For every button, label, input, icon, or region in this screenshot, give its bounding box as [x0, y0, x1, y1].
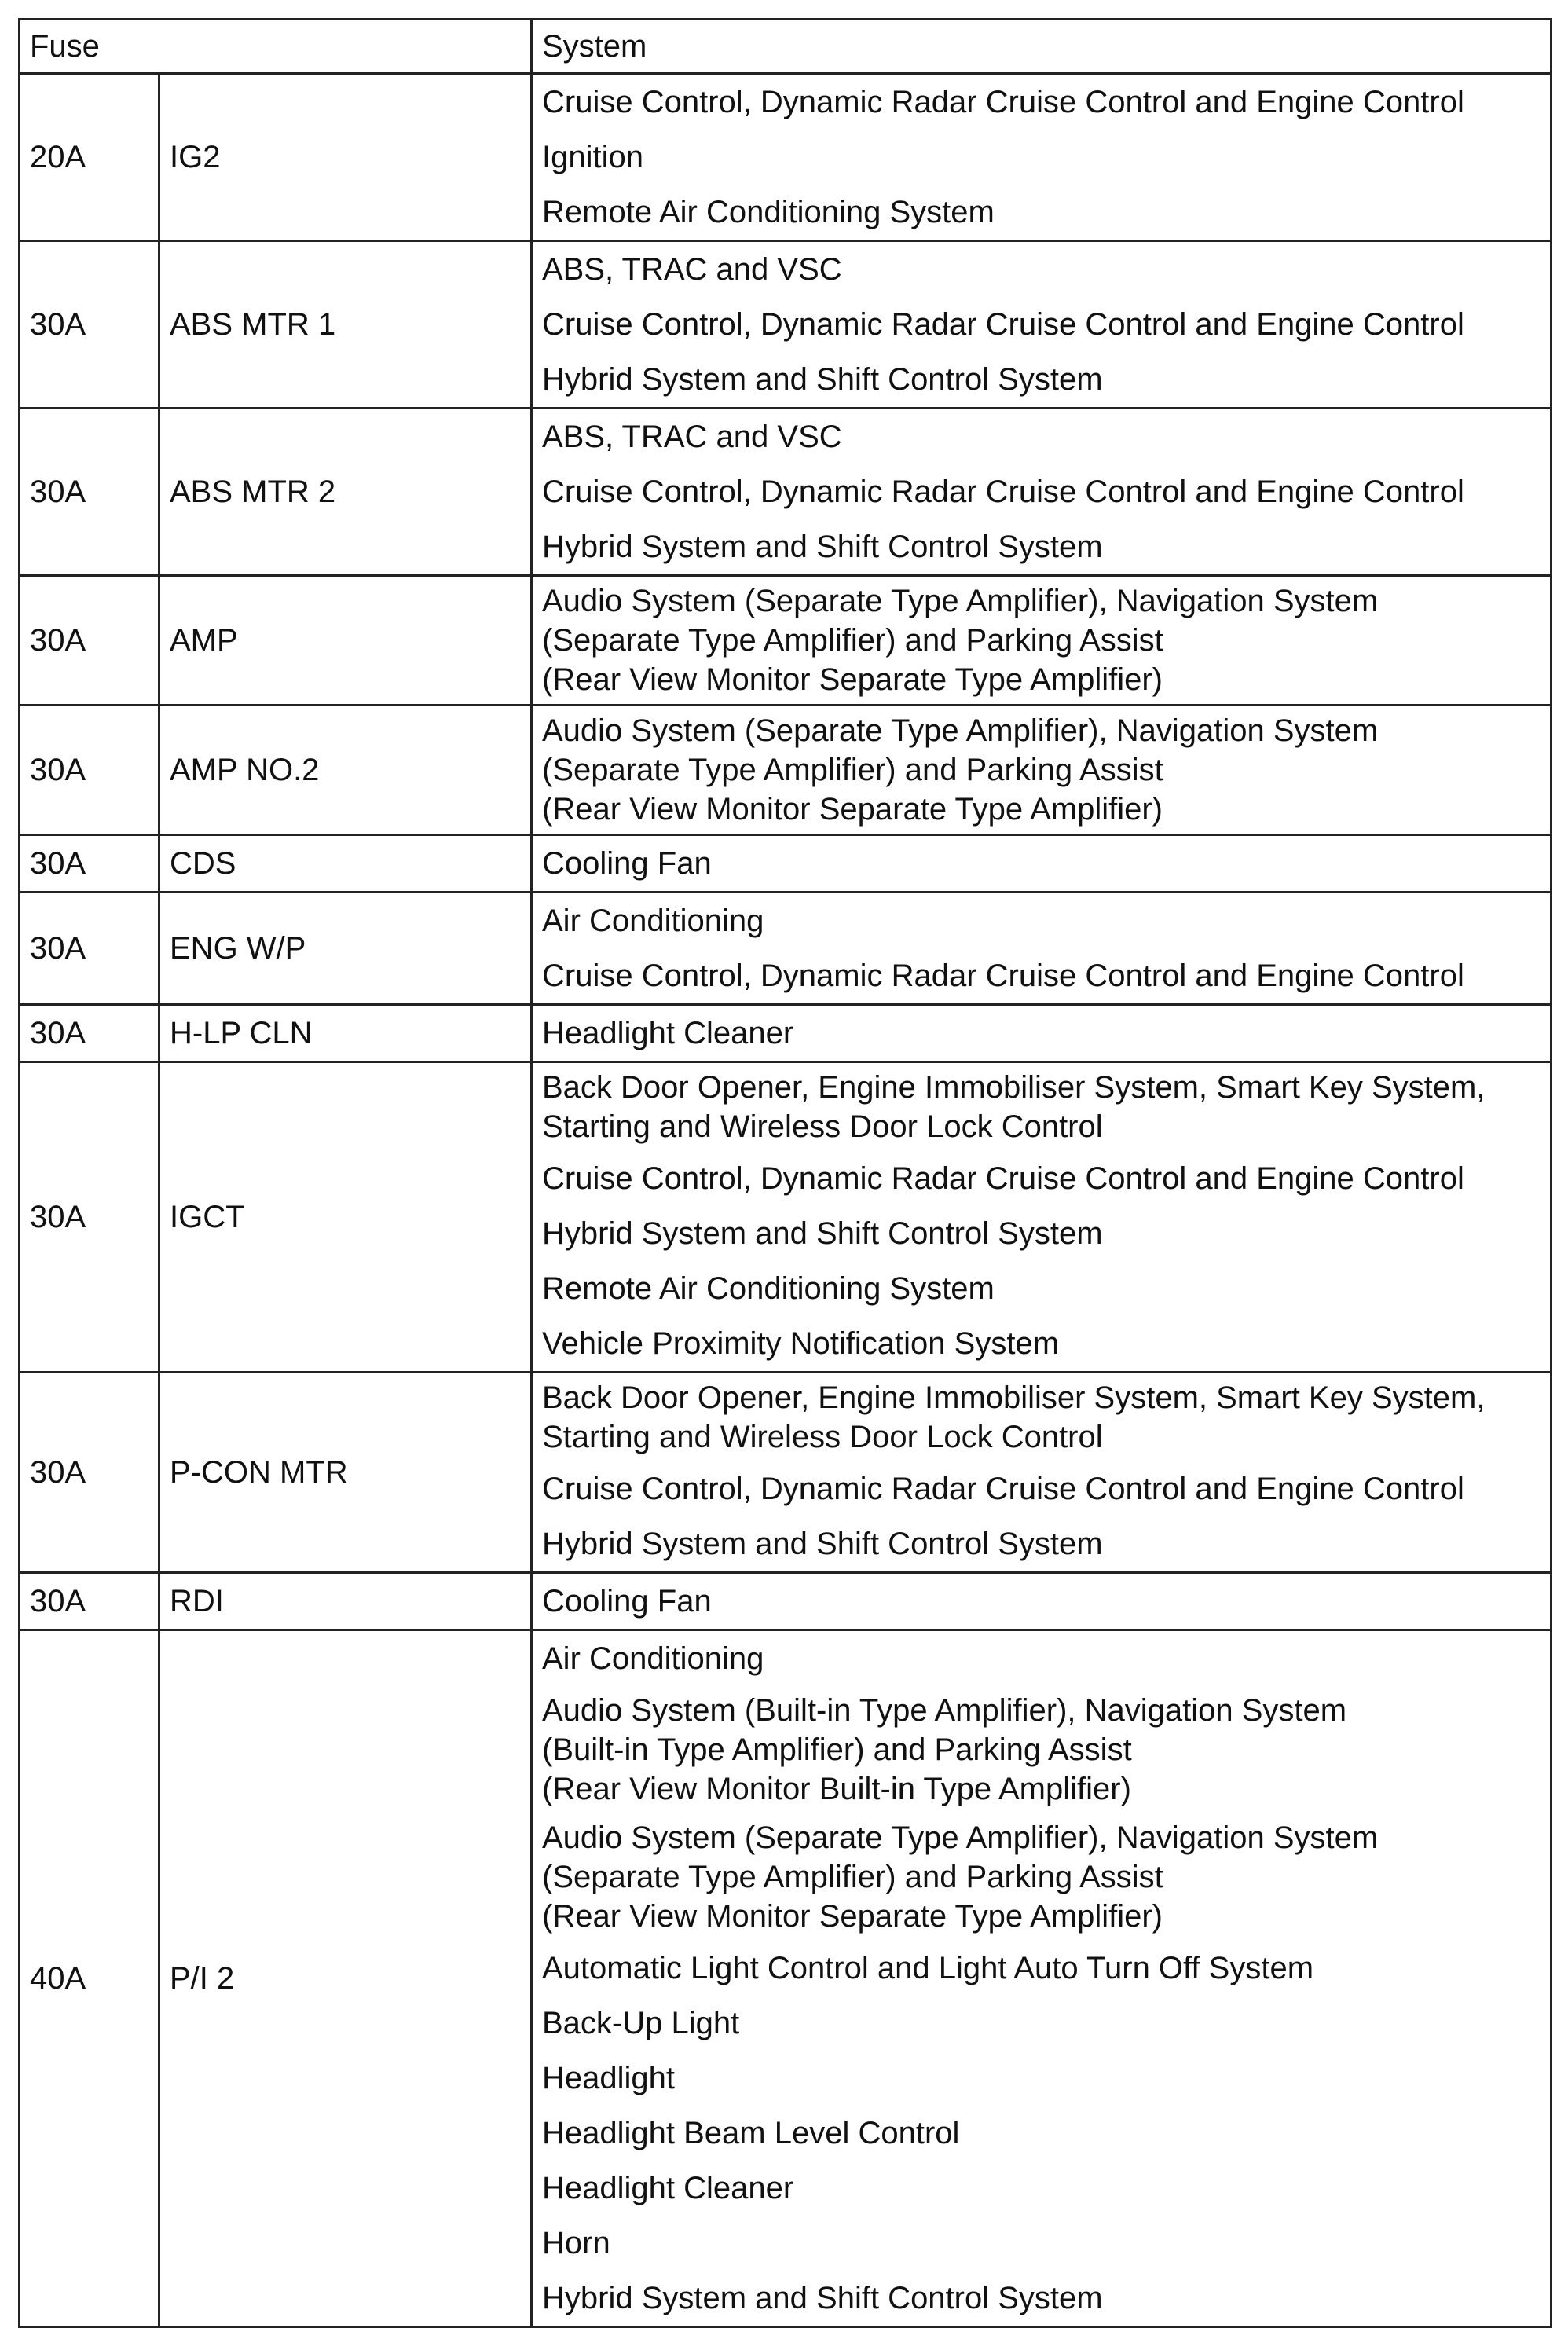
fuse-amperage: 30A	[20, 706, 159, 835]
fuse-amperage: 20A	[20, 74, 159, 241]
system-entry: Cooling Fan	[542, 846, 712, 881]
system-entry: Air Conditioning	[542, 904, 764, 938]
system-list	[532, 835, 1552, 893]
system-entry: Headlight Cleaner	[542, 2171, 794, 2205]
fuse-name: AMP	[159, 576, 532, 706]
table-row	[20, 706, 1552, 835]
fuse-name: P/I 2	[159, 1630, 532, 2327]
table-row	[20, 74, 1552, 241]
system-list	[532, 1005, 1552, 1062]
fuse-name: CDS	[159, 835, 532, 893]
system-list	[532, 1630, 1552, 2327]
system-entry: Remote Air Conditioning System	[542, 195, 995, 229]
system-entry: Hybrid System and Shift Control System	[542, 362, 1103, 397]
fuse-amperage: 30A	[20, 576, 159, 706]
fuse-name: ABS MTR 1	[159, 241, 532, 409]
system-entry: Automatic Light Control and Light Auto Turn Off System	[542, 1951, 1314, 1985]
system-entry: Headlight Beam Level Control	[542, 2116, 960, 2150]
system-entry: ABS, TRAC and VSC	[542, 420, 842, 454]
system-list	[532, 1573, 1552, 1630]
system-entry: Headlight	[542, 2061, 676, 2095]
system-list	[532, 1062, 1552, 1373]
table-row	[20, 835, 1552, 893]
system-entry: Cooling Fan	[542, 1584, 712, 1619]
fuse-amperage: 30A	[20, 241, 159, 409]
system-column-header: System	[532, 20, 1552, 74]
system-entry: Horn	[542, 2226, 610, 2260]
fuse-amperage: 30A	[20, 1062, 159, 1373]
table-body	[20, 74, 1552, 2327]
table-row	[20, 1630, 1552, 2327]
table-row	[20, 1373, 1552, 1573]
fuse-name: H-LP CLN	[159, 1005, 532, 1062]
fuse-amperage: 30A	[20, 409, 159, 576]
system-list	[532, 576, 1552, 706]
fuse-amperage: 30A	[20, 1005, 159, 1062]
fuse-name: ENG W/P	[159, 893, 532, 1005]
fuse-name: RDI	[159, 1573, 532, 1630]
system-entry: Back-Up Light	[542, 2006, 740, 2040]
system-list	[532, 409, 1552, 576]
system-entry: Cruise Control, Dynamic Radar Cruise Control and Engine Control	[542, 307, 1464, 342]
fuse-name: ABS MTR 2	[159, 409, 532, 576]
system-list	[532, 74, 1552, 241]
system-entry: Hybrid System and Shift Control System	[542, 1527, 1103, 1561]
system-entry: Audio System (Separate Type Amplifier), Navigation System (Separate Type Amplifier) and Parking Assist (Rear View Monitor Separate Type Amplifier)	[542, 584, 1379, 697]
system-entry: Remote Air Conditioning System	[542, 1271, 995, 1306]
system-entry: Audio System (Separate Type Amplifier), Navigation System (Separate Type Amplifier) and Parking Assist (Rear View Monitor Separate Type Amplifier)	[542, 713, 1379, 827]
system-entry: Audio System (Separate Type Amplifier), Navigation System (Separate Type Amplifier) and Parking Assist (Rear View Monitor Separate Type Amplifier)	[542, 1820, 1379, 1934]
fuse-table	[18, 18, 1552, 2328]
table-row	[20, 409, 1552, 576]
system-entry: Cruise Control, Dynamic Radar Cruise Control and Engine Control	[542, 1472, 1464, 1506]
fuse-column-header: Fuse	[20, 20, 532, 74]
system-entry: ABS, TRAC and VSC	[542, 252, 842, 287]
fuse-amperage: 30A	[20, 893, 159, 1005]
table-row	[20, 241, 1552, 409]
system-list	[532, 893, 1552, 1005]
fuse-amperage: 30A	[20, 1373, 159, 1573]
system-entry: Headlight Cleaner	[542, 1016, 794, 1050]
system-list	[532, 241, 1552, 409]
fuse-name: AMP NO.2	[159, 706, 532, 835]
system-entry: Back Door Opener, Engine Immobiliser System, Smart Key System, Starting and Wireless Door Lock Control	[542, 1380, 1486, 1454]
system-list	[532, 706, 1552, 835]
system-entry: Hybrid System and Shift Control System	[542, 530, 1103, 564]
system-entry: Air Conditioning	[542, 1641, 764, 1676]
system-entry: Hybrid System and Shift Control System	[542, 1216, 1103, 1251]
system-entry: Hybrid System and Shift Control System	[542, 2281, 1103, 2315]
system-entry: Audio System (Built-in Type Amplifier), Navigation System (Built-in Type Amplifier) and Parking Assist (Rear View Monitor Built-in Type Amplifier)	[542, 1693, 1347, 1806]
system-entry: Cruise Control, Dynamic Radar Cruise Control and Engine Control	[542, 85, 1464, 119]
fuse-name: IG2	[159, 74, 532, 241]
table-row	[20, 893, 1552, 1005]
system-list	[532, 1373, 1552, 1573]
system-entry: Ignition	[542, 140, 643, 174]
table-row	[20, 1062, 1552, 1373]
system-entry: Vehicle Proximity Notification System	[542, 1326, 1060, 1361]
system-entry: Cruise Control, Dynamic Radar Cruise Control and Engine Control	[542, 475, 1464, 509]
system-entry: Cruise Control, Dynamic Radar Cruise Control and Engine Control	[542, 959, 1464, 993]
fuse-name: P-CON MTR	[159, 1373, 532, 1573]
system-entry: Cruise Control, Dynamic Radar Cruise Control and Engine Control	[542, 1161, 1464, 1196]
table-row	[20, 576, 1552, 706]
fuse-amperage: 30A	[20, 835, 159, 893]
fuse-name: IGCT	[159, 1062, 532, 1373]
table-row	[20, 1005, 1552, 1062]
fuse-amperage: 30A	[20, 1573, 159, 1630]
table-header-row	[20, 20, 1552, 74]
system-entry: Back Door Opener, Engine Immobiliser System, Smart Key System, Starting and Wireless Door Lock Control	[542, 1070, 1486, 1144]
table-row	[20, 1573, 1552, 1630]
fuse-amperage: 40A	[20, 1630, 159, 2327]
